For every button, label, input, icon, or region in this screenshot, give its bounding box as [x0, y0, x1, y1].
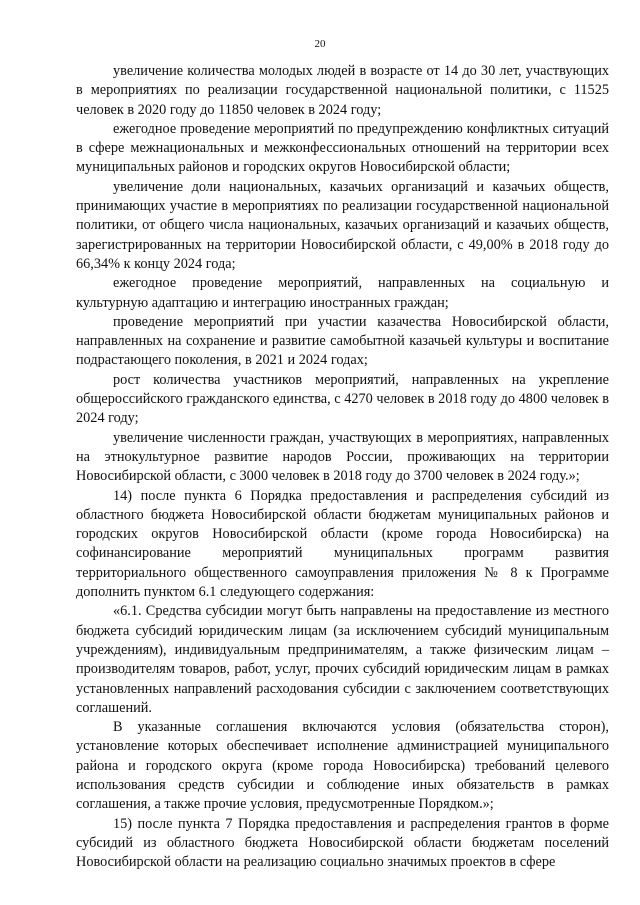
paragraph: увеличение количества молодых людей в возрасте от 14 до 30 лет, участвующих в мероприятиях по реализации государственной национальной политики, с 11525 человек в 2020 году до 11850 человек в 2024 году;	[76, 63, 609, 118]
paragraph: «6.1. Средства субсидии могут быть направлены на предоставление из местного бюджета субсидий юридическим лицам (за исключением субсидий муниципальным учреждениям), индивидуальным предпринимателям, а также физическим лицам – производителям товаров, работ, услуг, прочих субсидий юридическим лицам в рамках установленных направлений расходования субсидии с заключением соответствующих соглашений.	[76, 603, 609, 716]
paragraph: ежегодное проведение мероприятий по предупреждению конфликтных ситуаций в сфере межнациональных и межконфессиональных отношений на территории всех муниципальных районов и городских округов Новосибирской области;	[76, 120, 609, 176]
paragraph: проведение мероприятий при участии казачества Новосибирской области, направленных на сохранение и развитие самобытной казачьей культуры и воспитание подрастающего поколения, в 2021 и 2024 годах;	[76, 313, 609, 369]
document-body	[76, 62, 609, 872]
paragraph: рост количества участников мероприятий, направленных на укрепление общероссийского гражданского единства, с 4270 человек в 2018 году до 4800 человек в 2024 году;	[76, 371, 609, 427]
page-number: 20	[314, 38, 326, 50]
paragraph: увеличение численности граждан, участвующих в мероприятиях, направленных на этнокультурное развитие народов России, проживающих на территории Новосибирской области, с 3000 человек в 2018 году до 3700 человек в 2024 году.»;	[76, 429, 609, 485]
paragraph: В указанные соглашения включаются условия (обязательства сторон), установление которых обеспечивает исполнение администрацией муниципального района и городского округа (кроме города Новосибирска) требований целевого использования средств субсидии и соблюдение иных обязательств в рамках соглашения, а также прочие условия, предусмотренные Порядком.»;	[76, 719, 609, 813]
paragraph: 15) после пункта 7 Порядка предоставления и распределения грантов в форме субсидий из областного бюджета Новосибирской области бюджетам поселений Новосибирской области на реализацию социально значимых проектов в сфере	[76, 815, 609, 871]
paragraph: ежегодное проведение мероприятий, направленных на социальную и культурную адаптацию и интеграцию иностранных граждан;	[76, 275, 609, 311]
paragraph: увеличение доли национальных, казачьих организаций и казачьих обществ, принимающих участие в мероприятиях по реализации государственной национальной политики, от общего числа национальных, казачьих организаций и казачьих обществ, зарегистрированных на территории Новосибирской области, с 49,00% в 2018 году до 66,34% к концу 2024 года;	[76, 178, 609, 272]
paragraph: 14) после пункта 6 Порядка предоставления и распределения субсидий из областного бюджета Новосибирской области бюджетам муниципальных районов и городских округов Новосибирской области (кроме города Новосибирска) на софинансирование мероприятий муниципальных программ развития территориального общественного самоуправления приложения № 8 к Программе дополнить пунктом 6.1 следующего содержания:	[76, 487, 609, 601]
